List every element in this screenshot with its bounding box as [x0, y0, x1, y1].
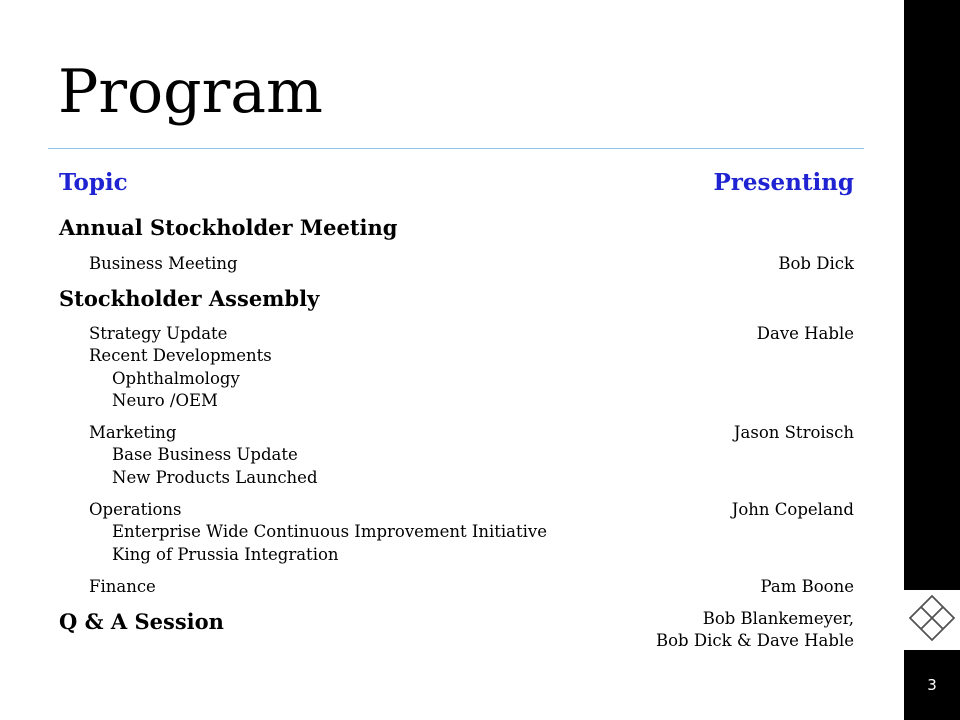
presenter-strategy-update: Dave Hable	[756, 324, 854, 343]
agenda-item-operations: Operations	[89, 500, 182, 519]
presenter-finance: Pam Boone	[760, 577, 854, 596]
presenter-qa-line2: Bob Dick & Dave Hable	[655, 631, 854, 650]
agenda-subitem-king-of-prussia: King of Prussia Integration	[112, 545, 339, 564]
agenda-subitem-ophthalmology: Ophthalmology	[112, 369, 240, 388]
section-stockholder-assembly: Stockholder Assembly	[59, 286, 320, 311]
page-title: Program	[58, 57, 323, 127]
title-divider	[48, 148, 864, 149]
agenda-subitem-neuro-oem: Neuro /OEM	[112, 391, 218, 410]
page-number: 3	[927, 676, 937, 694]
agenda-item-marketing: Marketing	[89, 423, 177, 442]
agenda-subitem-enterprise-initiative: Enterprise Wide Continuous Improvement Initiative	[112, 522, 548, 541]
diamond-logo-icon	[904, 590, 960, 650]
topic-column-heading: Topic	[59, 169, 128, 196]
sidebar-bar-top	[904, 0, 960, 590]
presenter-qa-line1: Bob Blankemeyer,	[702, 609, 854, 628]
section-annual-stockholder-meeting: Annual Stockholder Meeting	[59, 215, 398, 240]
presenter-operations: John Copeland	[731, 500, 854, 519]
agenda-item-finance: Finance	[89, 577, 156, 596]
agenda-subitem-base-business-update: Base Business Update	[112, 445, 298, 464]
agenda-item-strategy-update: Strategy Update	[89, 324, 228, 343]
presenter-marketing: Jason Stroisch	[733, 423, 854, 442]
agenda-item-recent-developments: Recent Developments	[89, 346, 272, 365]
presenter-business-meeting: Bob Dick	[778, 254, 854, 273]
agenda-subitem-new-products-launched: New Products Launched	[112, 468, 318, 487]
agenda-item-business-meeting: Business Meeting	[89, 254, 238, 273]
section-qa-session: Q & A Session	[59, 609, 224, 634]
presenting-column-heading: Presenting	[713, 169, 854, 196]
